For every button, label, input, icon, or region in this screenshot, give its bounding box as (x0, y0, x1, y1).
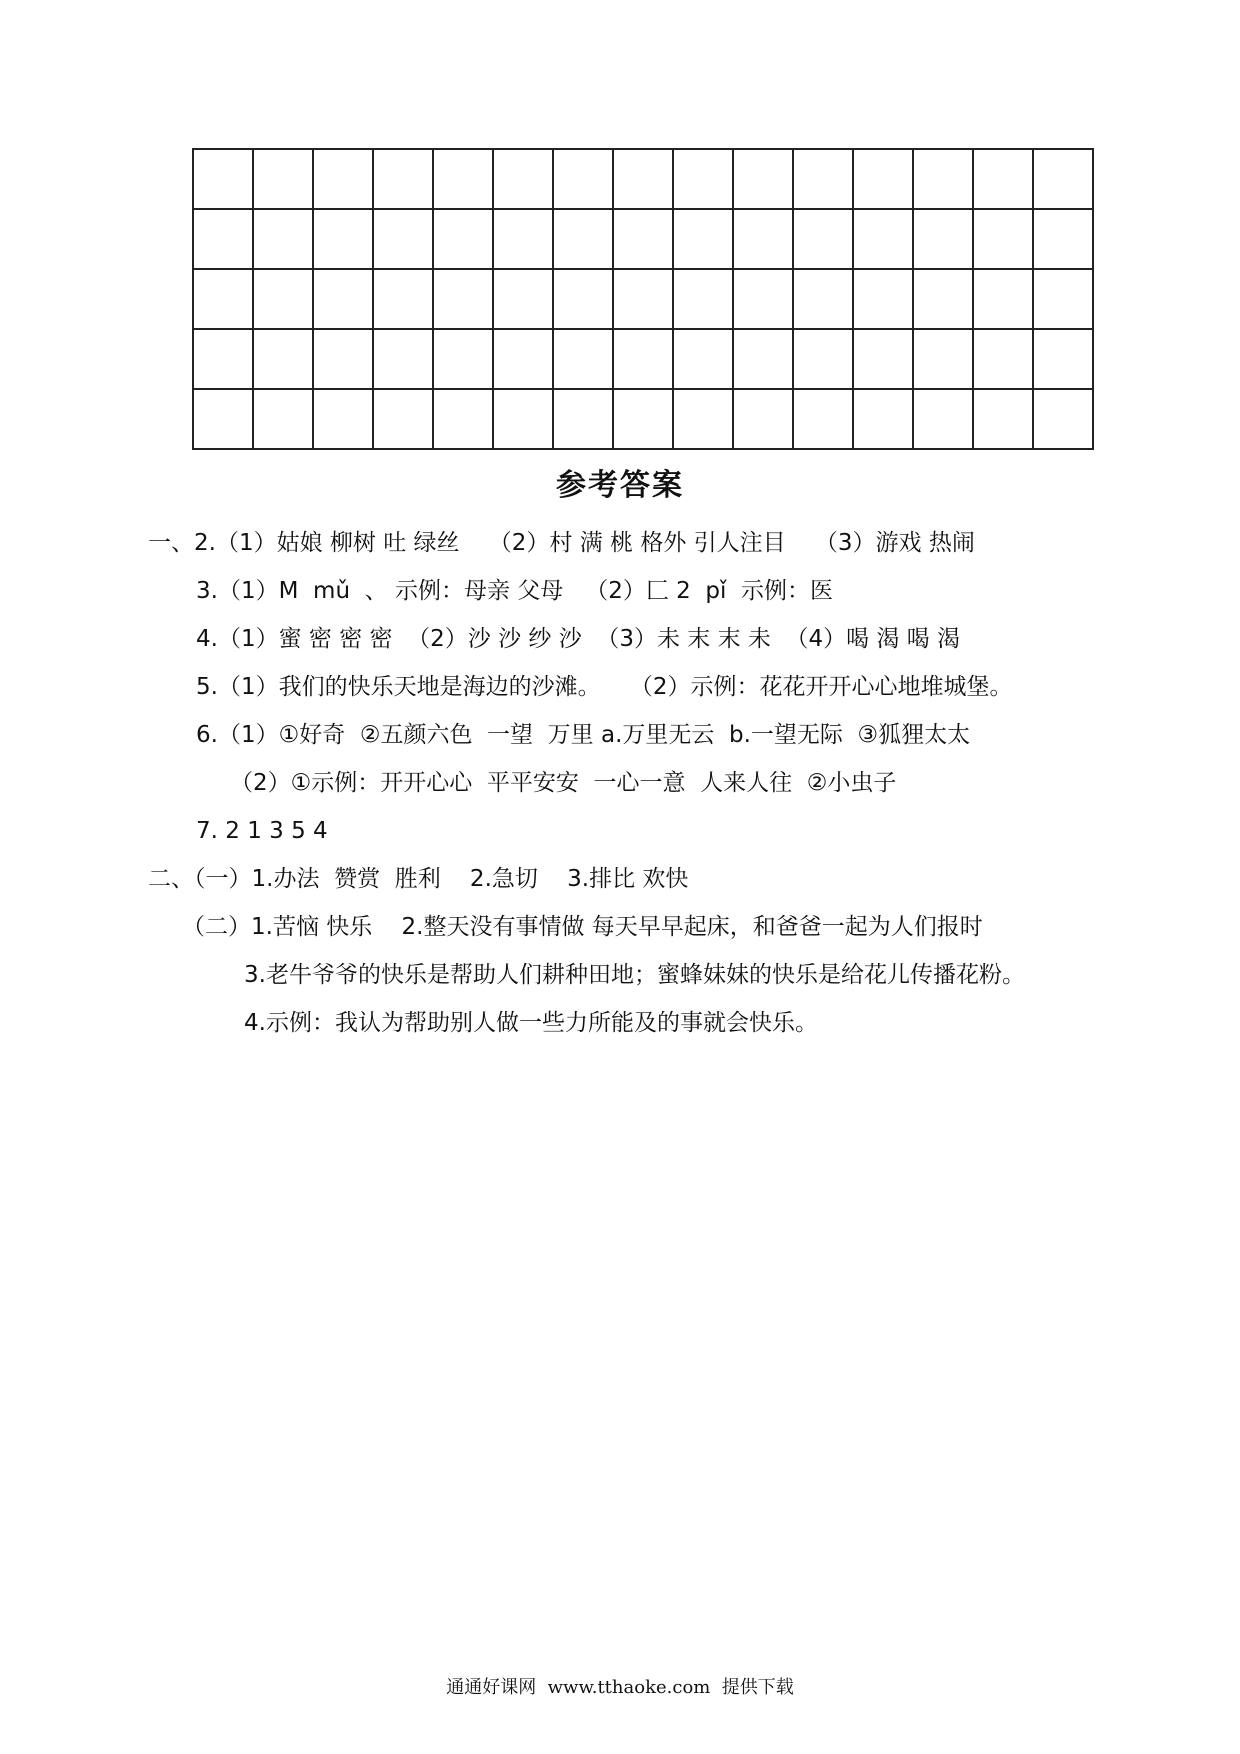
grid-cell (613, 209, 673, 269)
grid-cell (853, 269, 913, 329)
grid-cell (973, 329, 1033, 389)
grid-cell (733, 389, 793, 449)
grid-cell (193, 329, 253, 389)
grid-row (193, 149, 1093, 209)
answer-line-10: 3.老牛爷爷的快乐是帮助人们耕种田地；蜜蜂妹妹的快乐是给花儿传播花粉。 (244, 962, 1025, 988)
grid-cell (853, 329, 913, 389)
grid-cell (673, 389, 733, 449)
answer-line-4: 5.（1）我们的快乐天地是海边的沙滩。 （2）示例：花花开开心心地堆城堡。 (196, 674, 1013, 700)
grid-cell (793, 329, 853, 389)
grid-cell (433, 269, 493, 329)
grid-cell (493, 269, 553, 329)
grid-cell (433, 149, 493, 209)
grid-cell (553, 269, 613, 329)
grid-cell (673, 149, 733, 209)
answer-title: 参考答案 (556, 468, 684, 503)
grid-cell (1033, 269, 1093, 329)
grid-cell (853, 389, 913, 449)
grid-cell (253, 329, 313, 389)
grid-cell (553, 149, 613, 209)
grid-cell (193, 149, 253, 209)
answer-line-6: （2）①示例：开开心心 平平安安 一心一意 人来人往 ②小虫子 (230, 770, 897, 796)
grid-cell (433, 209, 493, 269)
grid-cell (913, 329, 973, 389)
grid-cell (613, 269, 673, 329)
grid-cell (493, 389, 553, 449)
grid-row (193, 329, 1093, 389)
grid-cell (913, 209, 973, 269)
grid-cell (253, 269, 313, 329)
grid-cell (1033, 329, 1093, 389)
grid-row (193, 269, 1093, 329)
answer-line-1: 一、2.（1）姑娘 柳树 吐 绿丝 （2）村 满 桃 格外 引人注目 （3）游戏 热闹 (148, 530, 975, 556)
grid-cell (1033, 209, 1093, 269)
grid-cell (433, 389, 493, 449)
answer-line-3: 4.（1）蜜 密 密 密 （2）沙 沙 纱 沙 （3）未 末 末 未 （4）喝 渴 喝 渴 (196, 626, 961, 652)
answer-line-9: （二）1.苦恼 快乐 2.整天没有事情做 每天早早起床，和爸爸一起为人们报时 (182, 914, 983, 940)
answer-line-8: 二、（一）1.办法 赞赏 胜利 2.急切 3.排比 欢快 (148, 866, 689, 892)
answer-line-11: 4.示例：我认为帮助别人做一些力所能及的事就会快乐。 (244, 1010, 818, 1036)
grid-cell (1033, 389, 1093, 449)
grid-cell (493, 149, 553, 209)
grid-cell (193, 209, 253, 269)
grid-cell (493, 329, 553, 389)
grid-cell (373, 209, 433, 269)
grid-cell (193, 269, 253, 329)
grid-cell (1033, 149, 1093, 209)
grid-cell (553, 389, 613, 449)
answer-line-2: 3.（1）M mǔ 、 示例：母亲 父母 （2）匚 2 pǐ 示例：医 (196, 578, 834, 604)
grid-row (193, 389, 1093, 449)
grid-cell (673, 209, 733, 269)
grid-cell (973, 389, 1033, 449)
writing-grid (192, 148, 1094, 450)
grid-cell (313, 149, 373, 209)
grid-cell (613, 329, 673, 389)
grid-cell (373, 389, 433, 449)
grid-cell (373, 329, 433, 389)
grid-cell (613, 389, 673, 449)
grid-row (193, 209, 1093, 269)
grid-cell (433, 329, 493, 389)
grid-cell (613, 149, 673, 209)
grid-cell (193, 389, 253, 449)
grid-cell (793, 389, 853, 449)
grid-cell (673, 269, 733, 329)
page-footer: 通通好课网 www.tthaoke.com 提供下载 (446, 1677, 794, 1698)
grid-cell (313, 209, 373, 269)
grid-cell (733, 149, 793, 209)
grid-cell (733, 329, 793, 389)
grid-cell (493, 209, 553, 269)
grid-cell (973, 149, 1033, 209)
grid-cell (253, 389, 313, 449)
grid-cell (913, 149, 973, 209)
grid-cell (673, 329, 733, 389)
grid-cell (313, 269, 373, 329)
grid-cell (793, 209, 853, 269)
grid-cell (313, 329, 373, 389)
grid-cell (853, 209, 913, 269)
grid-cell (373, 149, 433, 209)
grid-cell (973, 269, 1033, 329)
grid-cell (553, 209, 613, 269)
grid-cell (373, 269, 433, 329)
grid-cell (553, 329, 613, 389)
answer-line-5: 6.（1）①好奇 ②五颜六色 一望 万里 a.万里无云 b.一望无际 ③狐狸太太 (196, 722, 971, 748)
grid-cell (793, 149, 853, 209)
answer-line-7: 7. 2 1 3 5 4 (196, 818, 328, 844)
grid-cell (973, 209, 1033, 269)
grid-cell (793, 269, 853, 329)
grid-cell (853, 149, 913, 209)
grid-cell (733, 269, 793, 329)
grid-cell (313, 389, 373, 449)
grid-cell (253, 209, 313, 269)
grid-cell (913, 389, 973, 449)
grid-cell (733, 209, 793, 269)
grid-cell (253, 149, 313, 209)
grid-cell (913, 269, 973, 329)
